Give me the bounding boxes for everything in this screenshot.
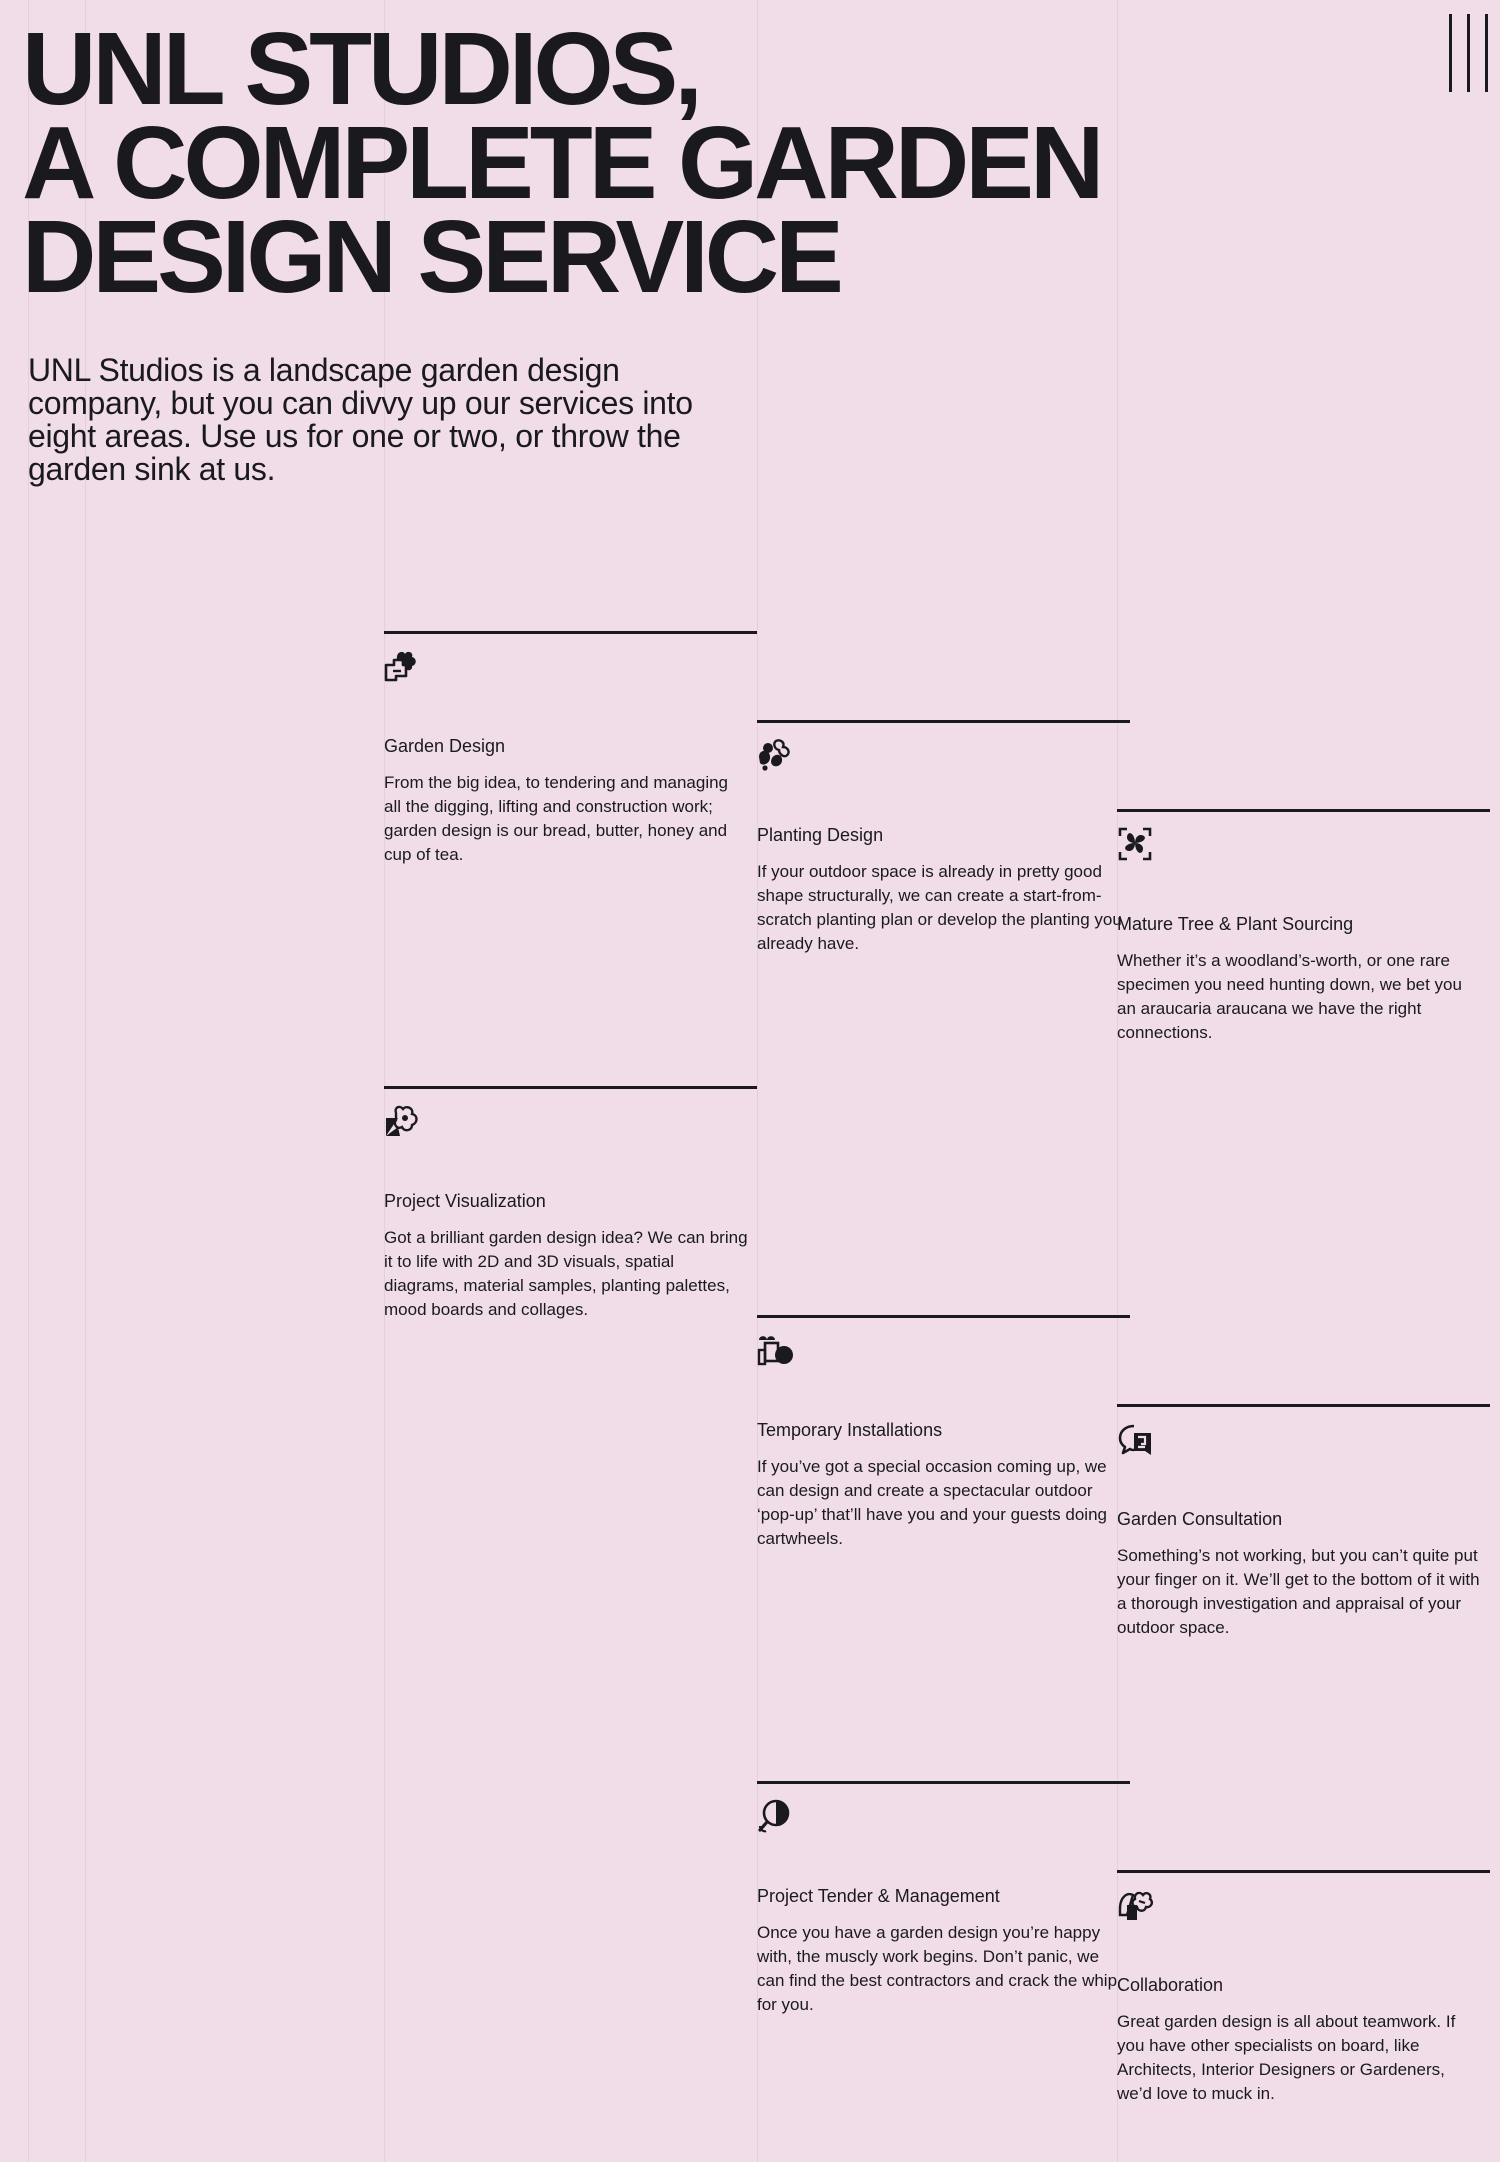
service-description: From the big idea, to tendering and managing all the digging, lifting and construction work; garden design is our bread, butter, honey and cup of tea. bbox=[384, 773, 729, 864]
service-card-collaboration[interactable] bbox=[1117, 1870, 1490, 2103]
service-description: Got a brilliant garden design idea? We can bring it to life with 2D and 3D visuals, spatial diagrams, material samples, planting palettes, mood boards and collages. bbox=[384, 1228, 748, 1319]
service-description: If your outdoor space is already in pretty good shape structurally, we can create a start-from-scratch planting plan or develop the planting you already have. bbox=[757, 862, 1122, 953]
garden-design-icon bbox=[384, 648, 420, 684]
page-title bbox=[22, 11, 1101, 314]
service-card-tree-sourcing[interactable] bbox=[1117, 809, 1490, 1042]
service-description: Great garden design is all about teamwork. If you have other specialists on board, like Architects, Interior Designers or Gardeners, we’d love to muck in. bbox=[1117, 2012, 1456, 2103]
installations-icon bbox=[757, 1332, 793, 1368]
tender-management-icon bbox=[757, 1798, 793, 1834]
service-description: Once you have a garden design you’re happy with, the muscly work begins. Don’t panic, we can find the best contractors and crack the whip for you. bbox=[757, 1923, 1118, 2014]
tree-sourcing-icon bbox=[1117, 826, 1153, 862]
service-title: Garden Design bbox=[384, 736, 506, 756]
service-title: Mature Tree & Plant Sourcing bbox=[1117, 914, 1354, 934]
title-line-1: UNL STUDIOS, bbox=[22, 11, 699, 126]
planting-design-icon bbox=[757, 737, 793, 773]
service-description: Something’s not working, but you can’t quite put your finger on it. We’ll get to the bottom of it with a thorough investigation and appraisal of your outdoor space. bbox=[1117, 1546, 1480, 1637]
collaboration-icon bbox=[1117, 1887, 1153, 1923]
grid-line bbox=[384, 0, 385, 2162]
consultation-icon bbox=[1117, 1421, 1153, 1457]
service-title: Garden Consultation bbox=[1117, 1509, 1283, 1529]
title-line-3: DESIGN SERVICE bbox=[22, 199, 840, 314]
visualization-icon bbox=[384, 1103, 420, 1139]
menu-lines-icon[interactable] bbox=[1444, 14, 1492, 92]
intro-text: UNL Studios is a landscape garden design company, but you can divvy up our services into eight areas. Use us for one or two, or throw the garden sink at us. bbox=[28, 352, 693, 487]
service-card-tender-management[interactable] bbox=[757, 1781, 1130, 2014]
service-card-visualization[interactable] bbox=[384, 1086, 757, 1319]
title-line-2: A COMPLETE GARDEN bbox=[22, 105, 1101, 220]
service-title: Collaboration bbox=[1117, 1975, 1224, 1995]
grid-line bbox=[757, 0, 758, 2162]
service-title: Project Tender & Management bbox=[757, 1886, 1000, 1906]
grid-line bbox=[28, 0, 29, 2162]
grid-line bbox=[1117, 0, 1118, 2162]
service-card-garden-design[interactable] bbox=[384, 631, 757, 864]
service-title: Temporary Installations bbox=[757, 1420, 943, 1440]
service-card-installations[interactable] bbox=[757, 1315, 1130, 1548]
grid-line bbox=[85, 0, 86, 2162]
service-title: Planting Design bbox=[757, 825, 884, 845]
service-description: If you’ve got a special occasion coming up, we can design and create a spectacular outdoor ‘pop-up’ that’ll have you and your guests doing cartwheels. bbox=[757, 1457, 1107, 1548]
service-description: Whether it’s a woodland’s-worth, or one rare specimen you need hunting down, we bet you an araucaria araucana we have the right connections. bbox=[1117, 951, 1462, 1042]
service-title: Project Visualization bbox=[384, 1191, 546, 1211]
service-card-consultation[interactable] bbox=[1117, 1404, 1490, 1637]
service-card-planting-design[interactable] bbox=[757, 720, 1130, 953]
